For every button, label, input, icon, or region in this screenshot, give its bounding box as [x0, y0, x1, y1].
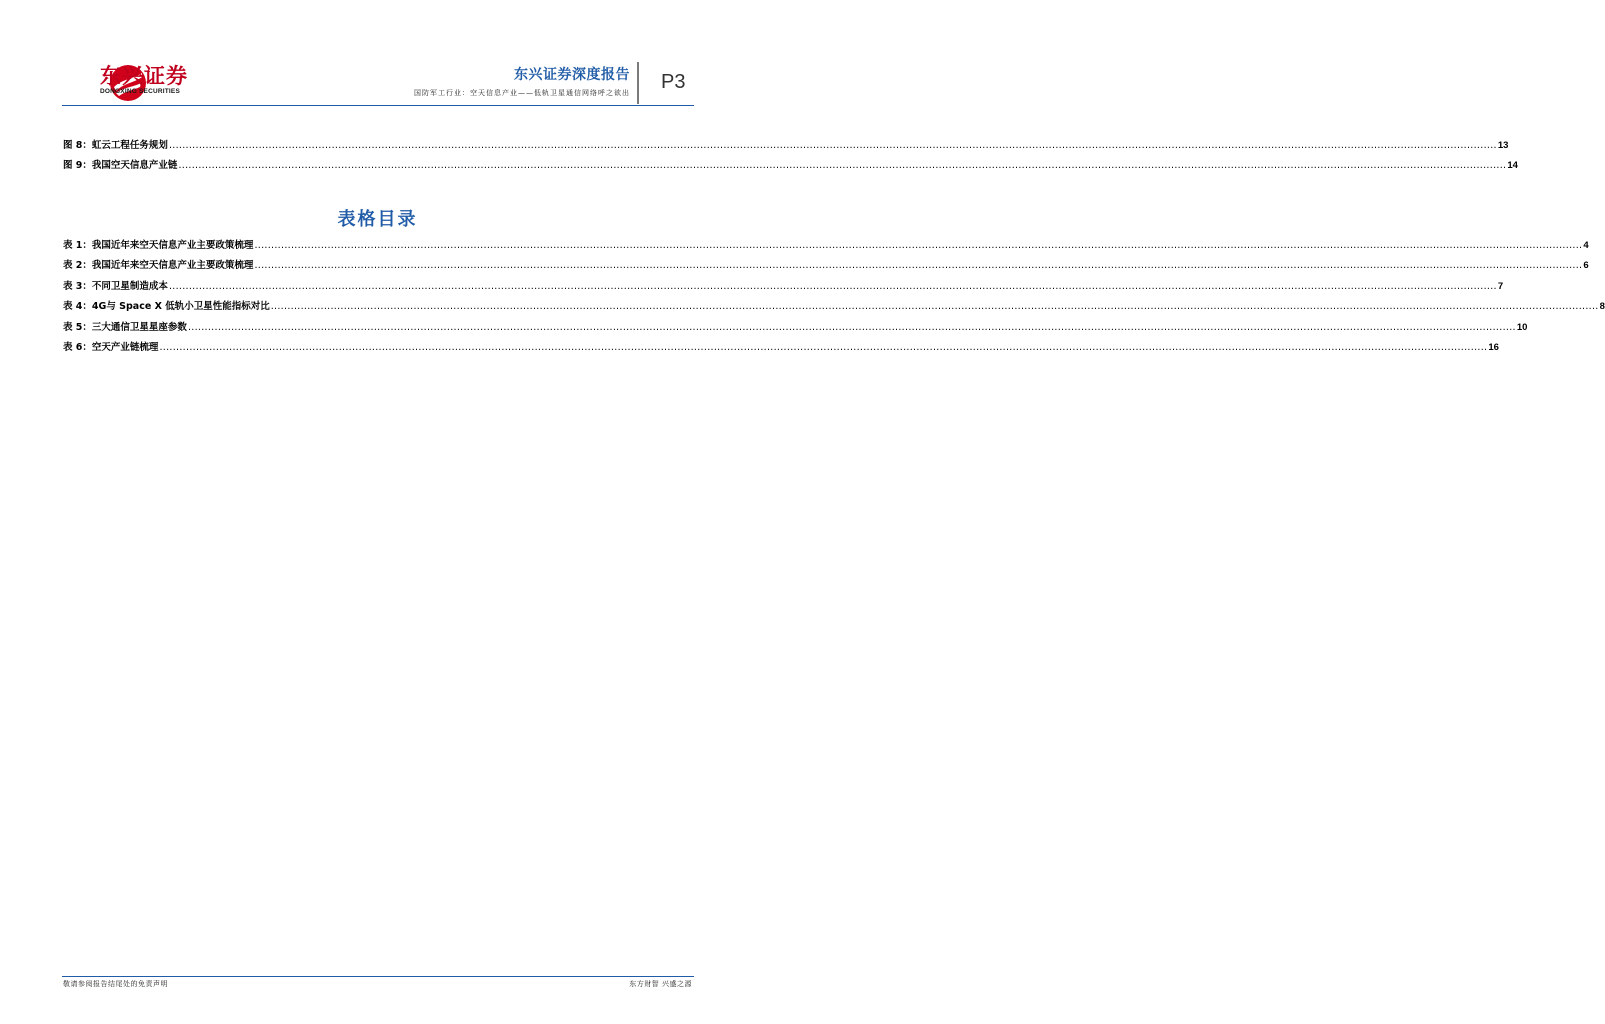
toc-entry[interactable]: [63, 300, 1605, 320]
toc-entry[interactable]: [63, 321, 1528, 341]
toc-title: 不同卫星制造成本: [91, 280, 168, 292]
toc-page: 10: [1516, 321, 1528, 333]
report-subtitle: 国防军工行业：空天信息产业——低轨卫星通信网络呼之欲出: [414, 89, 630, 97]
toc-leader: ................................................................................................................................................................................................................................................................................................................................................................................................................: [168, 280, 1497, 292]
toc-label: 表 3：: [63, 280, 92, 292]
header-rule: [62, 105, 694, 106]
toc-leader: ................................................................................................................................................................................................................................................................................................................................................................................................................: [178, 160, 1507, 172]
logo-text: [100, 64, 188, 96]
toc-title: 我国空天信息产业链: [91, 160, 178, 172]
toc-label: 表 2：: [63, 260, 92, 272]
toc-leader: ................................................................................................................................................................................................................................................................................................................................................................................................................: [187, 321, 1516, 333]
toc-entry[interactable]: [63, 139, 1509, 159]
page-number: P3: [661, 71, 686, 93]
toc-page: 13: [1497, 140, 1509, 151]
toc-title: 三大通信卫星星座参数: [91, 321, 187, 333]
footer-disclaimer: 敬请参阅报告结尾处的免责声明: [63, 980, 168, 988]
toc-page: 6: [1583, 260, 1589, 272]
toc-leader: ................................................................................................................................................................................................................................................................................................................................................................................................................: [270, 301, 1599, 313]
toc-leader: ................................................................................................................................................................................................................................................................................................................................................................................................................: [159, 341, 1488, 353]
toc-leader: ................................................................................................................................................................................................................................................................................................................................................................................................................: [254, 240, 1583, 251]
toc-label: 图 8：: [63, 140, 92, 151]
toc-title: 我国近年来空天信息产业主要政策梳理: [91, 260, 254, 272]
toc-leader: ................................................................................................................................................................................................................................................................................................................................................................................................................: [254, 260, 1583, 272]
figures-toc: [63, 139, 1518, 180]
toc-entry[interactable]: [63, 159, 1518, 179]
toc-page: 7: [1497, 280, 1504, 292]
footer-slogan: 东方财智 兴盛之源: [629, 980, 692, 988]
logo-en: DONGXING SECURITIES: [100, 88, 181, 95]
toc-entry[interactable]: [63, 239, 1589, 259]
tables-toc: [63, 239, 1605, 361]
toc-label: 表 1：: [63, 240, 92, 251]
report-header: [414, 66, 630, 98]
toc-title: 空天产业链梳理: [91, 341, 159, 353]
toc-title: 虹云工程任务规划: [91, 140, 168, 151]
logo-cn: 东兴证券: [100, 64, 188, 88]
toc-title: 4G与 Space X 低轨小卫星性能指标对比: [91, 301, 270, 313]
toc-label: 表 6：: [63, 341, 92, 353]
toc-title: 我国近年来空天信息产业主要政策梳理: [91, 240, 254, 251]
toc-leader: ................................................................................................................................................................................................................................................................................................................................................................................................................: [168, 140, 1497, 151]
toc-page: 16: [1488, 341, 1499, 353]
footer-rule: [62, 976, 694, 977]
toc-label: 表 4：: [63, 301, 92, 313]
report-title: 东兴证券深度报告: [514, 67, 630, 83]
toc-label: 图 9：: [63, 160, 92, 172]
toc-page: 8: [1599, 301, 1605, 313]
toc-label: 表 5：: [63, 321, 92, 333]
toc-entry[interactable]: [63, 280, 1504, 300]
toc-page: 4: [1583, 240, 1589, 251]
toc-page: 14: [1507, 160, 1518, 172]
toc-entry[interactable]: [63, 341, 1499, 361]
tables-toc-heading: 表格目录: [337, 209, 418, 230]
header-divider: [637, 62, 639, 104]
toc-entry[interactable]: [63, 259, 1589, 279]
